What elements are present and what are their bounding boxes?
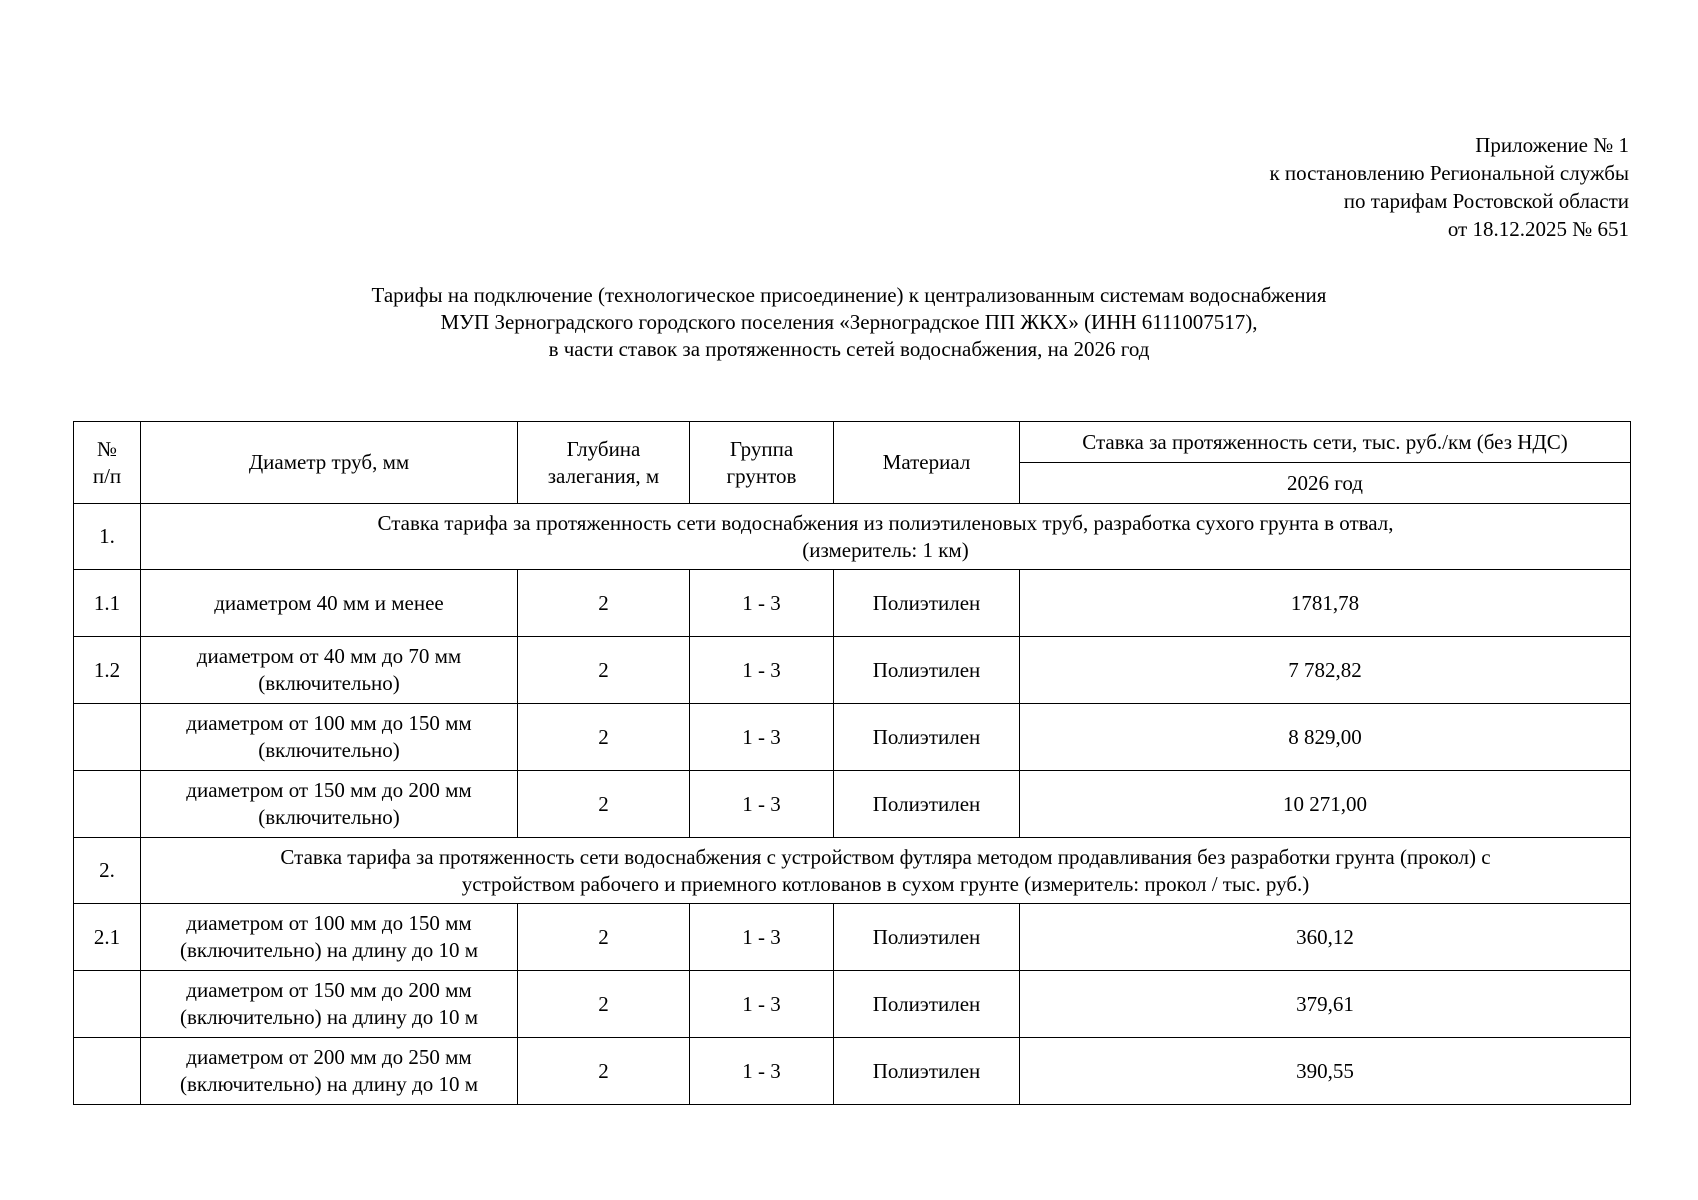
cell-material: Полиэтилен	[834, 570, 1020, 637]
table-header	[74, 422, 1631, 504]
cell-diameter	[141, 704, 518, 771]
cell-diameter-line: (включительно) на длину до 10 м	[180, 938, 478, 962]
tariff-table	[73, 421, 1631, 1105]
cell-diameter-line: диаметром от 150 мм до 200 мм	[186, 778, 472, 802]
cell-material: Полиэтилен	[834, 704, 1020, 771]
section-row	[74, 838, 1631, 904]
header-num-line: п/п	[92, 463, 122, 488]
cell-diameter-line: (включительно)	[258, 671, 400, 695]
cell-num	[74, 1038, 141, 1105]
cell-num	[74, 771, 141, 838]
table-row	[74, 637, 1631, 704]
cell-material: Полиэтилен	[834, 637, 1020, 704]
table-row	[74, 704, 1631, 771]
header-soil-group	[690, 422, 834, 504]
section-num: 2.	[74, 838, 141, 904]
title-line: МУП Зерноградского городского поселения «Зерноградское ПП ЖКХ» (ИНН 6111007517),	[440, 310, 1258, 334]
header-rate: Ставка за протяженность сети, тыс. руб./км (без НДС)	[1020, 422, 1631, 463]
header-soil-line: грунтов	[726, 463, 797, 488]
cell-rate: 10 271,00	[1020, 771, 1631, 838]
table-row	[74, 904, 1631, 971]
title-line: Тарифы на подключение (технологическое присоединение) к централизованным системам водоснабжения	[371, 283, 1327, 307]
cell-rate: 1781,78	[1020, 570, 1631, 637]
section-title	[141, 504, 1631, 570]
cell-soil-group: 1 - 3	[690, 704, 834, 771]
appendix-header	[1269, 131, 1629, 243]
cell-num: 1.2	[74, 637, 141, 704]
cell-diameter-line: (включительно)	[258, 805, 400, 829]
cell-diameter	[141, 971, 518, 1038]
document-title	[0, 282, 1698, 363]
cell-soil-group: 1 - 3	[690, 1038, 834, 1105]
table-row	[74, 971, 1631, 1038]
cell-diameter	[141, 1038, 518, 1105]
header-year: 2026 год	[1020, 463, 1631, 504]
cell-depth: 2	[518, 570, 690, 637]
section-num: 1.	[74, 504, 141, 570]
header-diameter: Диаметр труб, мм	[141, 422, 518, 504]
cell-rate: 360,12	[1020, 904, 1631, 971]
cell-diameter-line: диаметром 40 мм и менее	[214, 590, 444, 615]
section-title-line: Ставка тарифа за протяженность сети водоснабжения с устройством футляра методом продавливания без разработки грунта (прокол) с	[280, 844, 1491, 869]
cell-material: Полиэтилен	[834, 971, 1020, 1038]
title-line: в части ставок за протяженность сетей водоснабжения, на 2026 год	[548, 337, 1150, 361]
cell-num	[74, 704, 141, 771]
table-row	[74, 570, 1631, 637]
cell-material: Полиэтилен	[834, 1038, 1020, 1105]
header-depth-line: залегания, м	[547, 463, 660, 488]
cell-num	[74, 971, 141, 1038]
section-title	[141, 838, 1631, 904]
header-depth-line: Глубина	[566, 436, 641, 461]
section-title-line: устройством рабочего и приемного котлованов в сухом грунте (измеритель: прокол / тыс. руб.)	[461, 871, 1310, 896]
cell-soil-group: 1 - 3	[690, 637, 834, 704]
header-row	[74, 422, 1631, 463]
cell-depth: 2	[518, 637, 690, 704]
cell-diameter-line: (включительно) на длину до 10 м	[180, 1072, 478, 1096]
cell-diameter	[141, 570, 518, 637]
cell-rate: 390,55	[1020, 1038, 1631, 1105]
cell-soil-group: 1 - 3	[690, 771, 834, 838]
cell-depth: 2	[518, 704, 690, 771]
header-num	[74, 422, 141, 504]
cell-depth: 2	[518, 1038, 690, 1105]
table-body	[74, 504, 1631, 1105]
cell-soil-group: 1 - 3	[690, 570, 834, 637]
header-depth	[518, 422, 690, 504]
cell-rate: 7 782,82	[1020, 637, 1631, 704]
cell-diameter-line: (включительно) на длину до 10 м	[180, 1005, 478, 1029]
section-title-line: (измеритель: 1 км)	[802, 537, 969, 562]
header-material: Материал	[834, 422, 1020, 504]
cell-diameter-line: диаметром от 100 мм до 150 мм	[186, 711, 472, 735]
cell-depth: 2	[518, 771, 690, 838]
cell-depth: 2	[518, 904, 690, 971]
cell-rate: 379,61	[1020, 971, 1631, 1038]
cell-diameter	[141, 637, 518, 704]
cell-diameter-line: диаметром от 150 мм до 200 мм	[186, 978, 472, 1002]
cell-num: 1.1	[74, 570, 141, 637]
cell-soil-group: 1 - 3	[690, 904, 834, 971]
appendix-line: Приложение № 1	[1475, 133, 1629, 157]
cell-material: Полиэтилен	[834, 904, 1020, 971]
cell-material: Полиэтилен	[834, 771, 1020, 838]
cell-depth: 2	[518, 971, 690, 1038]
cell-diameter-line: диаметром от 40 мм до 70 мм	[196, 644, 462, 668]
cell-diameter-line: диаметром от 100 мм до 150 мм	[186, 911, 472, 935]
cell-soil-group: 1 - 3	[690, 971, 834, 1038]
cell-num: 2.1	[74, 904, 141, 971]
header-num-line: №	[96, 436, 118, 461]
section-title-line: Ставка тарифа за протяженность сети водоснабжения из полиэтиленовых труб, разработка сухого грунта в отвал,	[377, 510, 1394, 535]
cell-diameter-line: диаметром от 200 мм до 250 мм	[186, 1045, 472, 1069]
section-row	[74, 504, 1631, 570]
cell-diameter	[141, 771, 518, 838]
header-soil-line: Группа	[729, 436, 794, 461]
appendix-line: к постановлению Региональной службы	[1269, 161, 1629, 185]
cell-diameter-line: (включительно)	[258, 738, 400, 762]
appendix-line: от 18.12.2025 № 651	[1447, 217, 1629, 241]
appendix-line: по тарифам Ростовской области	[1343, 189, 1629, 213]
table-row	[74, 1038, 1631, 1105]
cell-diameter	[141, 904, 518, 971]
cell-rate: 8 829,00	[1020, 704, 1631, 771]
table-row	[74, 771, 1631, 838]
